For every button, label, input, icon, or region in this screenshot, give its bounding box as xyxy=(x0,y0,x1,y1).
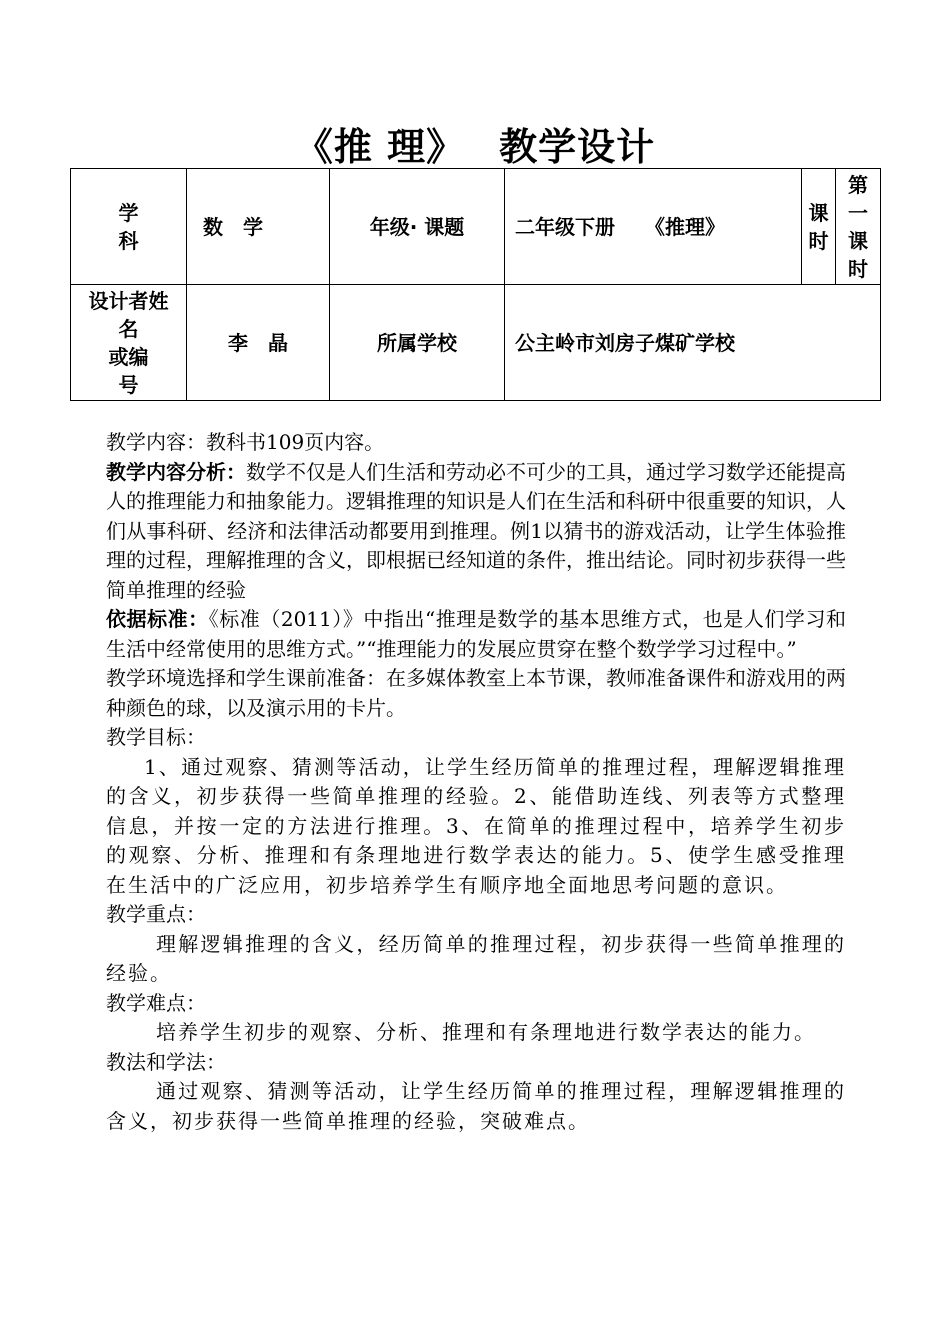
designer-label-4: 号 xyxy=(118,372,139,397)
title-main: 《推 理》 xyxy=(294,125,466,169)
subject-label-2: 科 xyxy=(118,228,139,253)
analysis-label: 教学内容分析： xyxy=(106,459,246,484)
goals-text: 1、通过观察、猜测等活动，让学生经历简单的推理过程，理解逻辑推理的含义，初步获得一些简单推理的经验。2、能借助连线、列表等方式整理信息，并按一定的方法进行推理。3、在简单的推理过程中，培养学生初步的观察、分析、推理和有条理地进行数学表达的能力。5、使学生感受推理在生活中的广泛应用，初步培养学生有顺序地全面地思考问题的意识。 xyxy=(106,754,846,897)
lesson-label-cell xyxy=(802,169,836,285)
standard-text: 《标准（2011）》中指出“推理是数学的基本思维方式，也是人们学习和生活中经常使用的思维方式。”“推理能力的发展应贯穿在整个数学学习过程中。” xyxy=(106,607,847,661)
lesson-content xyxy=(106,428,846,1136)
lesson-value-4: 时 xyxy=(848,256,868,281)
lesson-label-2: 时 xyxy=(808,228,829,253)
lesson-value-cell xyxy=(836,169,881,285)
lesson-label-1: 课 xyxy=(808,200,829,225)
difficulty-label: 教学难点： xyxy=(106,990,206,1015)
designer-label-1: 设计者姓 xyxy=(88,288,169,313)
title-sub: 教学设计 xyxy=(499,125,656,169)
analysis-paragraph xyxy=(106,458,846,606)
grade-topic-label: 年级· 课题 xyxy=(330,169,505,285)
info-row-1 xyxy=(71,169,881,285)
key-label: 教学重点： xyxy=(106,902,206,926)
lesson-value-1: 第 xyxy=(848,172,868,197)
lesson-value-2: 一 xyxy=(848,200,868,225)
subject-label-cell xyxy=(71,169,187,285)
analysis-text: 数学不仅是人们生活和劳动必不可少的工具，通过学习数学还能提高人的推理能力和抽象能力。逻辑推理的知识是人们在生活和科研中很重要的知识，人们从事科研、经济和法律活动都要用到推理。例1以猜书的游戏活动，让学生体验推理的过程，理解推理的含义，即根据已经知道的条件，推出结论。同时初步获得一些简单推理的经验 xyxy=(106,459,846,602)
school-value: 公主岭市刘房子煤矿学校 xyxy=(505,285,881,401)
info-row-2 xyxy=(71,285,881,401)
school-label: 所属学校 xyxy=(330,285,505,401)
teaching-content: 教学内容：教科书109页内容。 xyxy=(106,430,385,454)
method-label: 教法和学法： xyxy=(106,1049,226,1074)
standard-label: 依据标准： xyxy=(106,607,209,631)
designer-label-cell xyxy=(71,285,187,401)
page-title xyxy=(0,116,950,171)
standard-paragraph xyxy=(106,605,846,664)
lesson-value-3: 课 xyxy=(848,228,868,253)
environment-text: 教学环境选择和学生课前准备：在多媒体教室上本节课，教师准备课件和游戏用的两种颜色的球，以及演示用的卡片。 xyxy=(106,666,846,720)
difficulty-text: 培养学生初步的观察、分析、推理和有条理地进行数学表达的能力。 xyxy=(156,1020,816,1044)
subject-value: 数 学 xyxy=(187,169,330,285)
method-text: 通过观察、猜测等活动，让学生经历简单的推理过程，理解逻辑推理的含义，初步获得一些简单推理的经验，突破难点。 xyxy=(106,1079,846,1133)
designer-label-2: 名 xyxy=(118,316,139,341)
designer-label-3: 或编 xyxy=(108,344,149,369)
designer-value: 李 晶 xyxy=(187,285,330,401)
subject-label-1: 学 xyxy=(118,200,139,225)
info-table xyxy=(70,168,881,401)
key-text: 理解逻辑推理的含义，经历简单的推理过程，初步获得一些简单推理的经验。 xyxy=(106,931,846,985)
goals-label: 教学目标： xyxy=(106,725,206,749)
grade-topic-value: 二年级下册 《推理》 xyxy=(505,169,802,285)
